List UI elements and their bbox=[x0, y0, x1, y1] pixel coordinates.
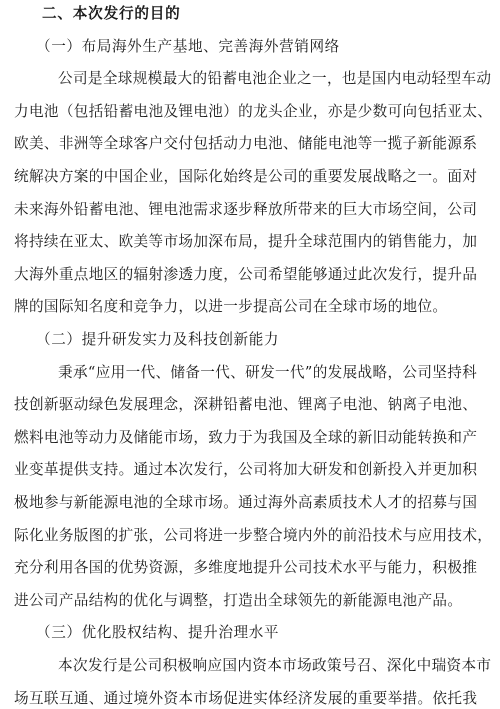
paragraph-line: 未来海外铅蓄电池、锂电池需求逐步释放所带来的巨大市场空间，公司 bbox=[14, 200, 478, 218]
paragraph-line: 秉承“应用一代、储备一代、研发一代”的发展战略，公司坚持科 bbox=[58, 363, 478, 381]
subsection-title-2: （二）提升研发实力及科技创新能力 bbox=[36, 331, 280, 348]
paragraph-line: 技创新驱动绿色发展理念，深耕铅蓄电池、锂离子电池、钠离子电池、 bbox=[14, 396, 478, 414]
paragraph-line: 公司是全球规模最大的铅蓄电池企业之一，也是国内电动轻型车动 bbox=[58, 70, 492, 88]
subsection-title-3: （三）优化股权结构、提升治理水平 bbox=[36, 624, 280, 642]
paragraph-line: 燃料电池等动力及储能市场，致力于为我国及全球的新旧动能转换和产 bbox=[14, 428, 478, 446]
paragraph-line: 场互联互通、通过境外资本市场促进实体经济发展的重要举措。依托我 bbox=[14, 689, 478, 707]
paragraph-line: 欧美、非洲等全球客户交付包括动力电池、储能电池等一揽子新能源系 bbox=[14, 135, 478, 153]
paragraph-line: 大海外重点地区的辐射渗透力度，公司希望能够通过此次发行，提升品 bbox=[14, 265, 478, 283]
paragraph-line: 进公司产品结构的优化与调整，打造出全球领先的新能源电池产品。 bbox=[14, 591, 463, 609]
subsection-title-1: （一）布局海外生产基地、完善海外营销网络 bbox=[36, 37, 340, 55]
paragraph-line: 力电池（包括铅蓄电池及锂电池）的龙头企业，亦是少数可向包括亚太、 bbox=[14, 102, 493, 120]
paragraph-line: 极地参与新能源电池的全球市场。通过海外高素质技术人才的招募与国 bbox=[14, 494, 478, 511]
paragraph-line: 充分利用各国的优势资源，多维度地提升公司技术水平与能力，积极推 bbox=[14, 559, 478, 577]
section-heading: 二、本次发行的目的 bbox=[42, 5, 181, 22]
paragraph-line: 牌的国际知名度和竞争力，以进一步提高公司在全球市场的地位。 bbox=[14, 298, 448, 316]
paragraph-line: 将持续在亚太、欧美等市场加深布局，提升全球范围内的销售能力，加 bbox=[14, 233, 478, 251]
paragraph-line: 际化业务版图的扩张，公司将进一步整合境内外的前沿技术与应用技术， bbox=[14, 526, 493, 544]
paragraph-line: 本次发行是公司积极响应国内资本市场政策号召、深化中瑞资本市 bbox=[58, 657, 492, 674]
paragraph-line: 统解决方案的中国企业，国际化始终是公司的重要发展战略之一。面对 bbox=[14, 168, 478, 185]
paragraph-line: 业变革提供支持。通过本次发行，公司将加大研发和创新投入并更加积 bbox=[14, 461, 478, 479]
